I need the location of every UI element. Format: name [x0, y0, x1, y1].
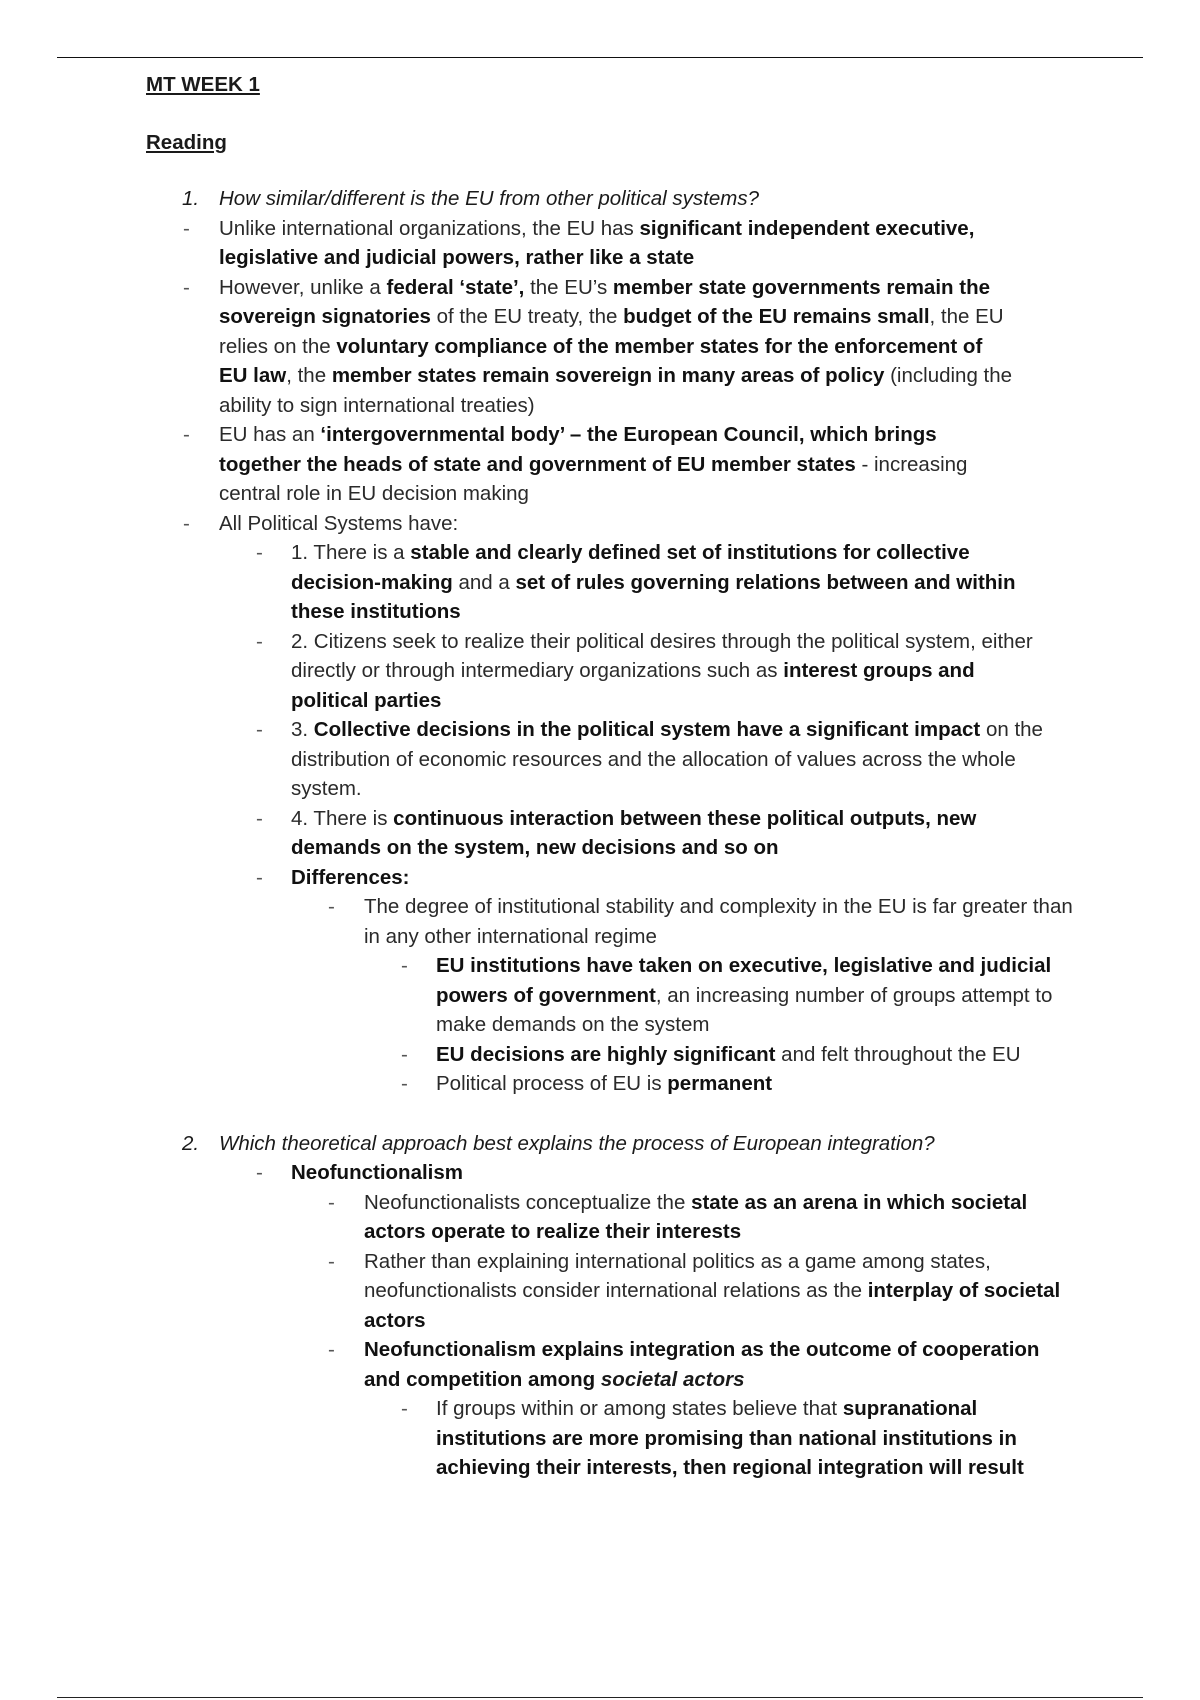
text-run: 2. Citizens seek to realize their political desires through the political system, either directly or through intermediary organizations such as: [291, 629, 1033, 682]
bullet-all-political-systems: [146, 509, 1014, 539]
bullet-state-as-arena: [146, 1188, 1074, 1247]
bottom-rule: [57, 1697, 1143, 1698]
dash-bullet: -: [256, 629, 263, 653]
dash-bullet: -: [183, 423, 190, 446]
bold-run: member states remain sovereign in many areas of policy: [331, 364, 885, 387]
bold-run: supranational institutions are more promising than national institutions in achieving their interests, then regional integration will result: [436, 1397, 1024, 1479]
bold-run: ‘intergovernmental body’ – the European Council, which brings together the heads of state and government of EU member states: [219, 423, 937, 476]
subbullet-2-citizens: [146, 627, 1046, 716]
text-run: Rather than explaining international politics as a game among states, neofunctionalists consider international relations as the: [364, 1249, 991, 1302]
dash-bullet: -: [328, 1338, 335, 1361]
dash-bullet: -: [183, 216, 190, 240]
top-rule: [57, 57, 1143, 58]
text-run: - increasing central role in EU decision making: [219, 452, 968, 505]
text-run: , the EU relies on the: [219, 305, 1004, 358]
subbullet-neofunctionalism: [146, 1158, 1046, 1188]
bold-run: significant independent executive, legislative and judicial powers, rather like a state: [219, 216, 975, 269]
dash-bullet: -: [256, 541, 263, 564]
dash-bullet: -: [328, 895, 335, 918]
question-1-number: 1.: [182, 187, 200, 210]
question-1-text: How similar/different is the EU from other political systems?: [219, 187, 760, 210]
bullet-intergovernmental-body: [146, 420, 1014, 509]
text-run: and felt throughout the EU: [775, 1042, 1021, 1066]
dash-bullet: -: [328, 1249, 335, 1273]
bullet-interplay-of-actors: [146, 1247, 1074, 1336]
document-body: [146, 70, 1076, 1483]
bold-run: permanent: [667, 1072, 773, 1095]
dash-bullet: -: [256, 865, 263, 889]
text-run: (including the ability to sign international treaties): [219, 364, 1013, 417]
text-run: Political process of EU is: [436, 1072, 668, 1095]
bold-run: continuous interaction between these political outputs, new demands on the system, new decisions and so on: [291, 806, 977, 859]
dash-bullet: -: [256, 806, 263, 830]
text-run: 4. There is: [291, 806, 394, 830]
subbullet-1-institutions: [146, 538, 1046, 627]
dash-bullet: -: [183, 511, 190, 535]
section-heading-reading: Reading: [146, 131, 227, 154]
dash-bullet: -: [328, 1190, 335, 1214]
bullet-integration-outcome: [146, 1335, 1074, 1394]
bold-italic-run: societal actors: [600, 1367, 745, 1391]
bold-run: Collective decisions in the political system have a significant impact: [313, 718, 981, 741]
question-2-number: 2.: [182, 1131, 200, 1155]
text-run: , the: [286, 364, 332, 387]
bold-run: Neofunctionalism: [291, 1161, 463, 1184]
dash-bullet: -: [401, 1397, 408, 1420]
bold-run: stable and clearly defined set of institutions for collective decision-making: [291, 541, 970, 594]
subbullet-differences: [146, 863, 1046, 893]
text-run: Neofunctionalists conceptualize the: [364, 1190, 692, 1214]
question-2: [146, 1129, 1076, 1159]
text-run: 1. There is a: [291, 541, 411, 564]
text-run: The degree of institutional stability and complexity in the EU is far greater than in any other international regime: [364, 895, 1073, 948]
document-title: MT WEEK 1: [146, 73, 260, 96]
text-run: the EU’s: [524, 275, 613, 299]
text-run: EU has an: [219, 423, 321, 446]
bold-run: EU institutions have taken on executive, legislative and judicial powers of government: [436, 954, 1052, 1007]
text-run: and a: [452, 570, 516, 594]
question-1: [146, 184, 1076, 214]
dash-bullet: -: [401, 1072, 408, 1095]
bold-run: state as an arena in which societal actors operate to realize their interests: [364, 1190, 1028, 1243]
bullet-political-process-permanent: [146, 1069, 1076, 1099]
text-run: Unlike international organizations, the EU has: [219, 216, 640, 240]
text-run: on the distribution of economic resources and the allocation of values across the whole system.: [291, 718, 1043, 800]
text-run: All Political Systems have:: [219, 511, 459, 535]
bullet-unlike-international-orgs: [146, 214, 1014, 273]
bold-run: federal ‘state’,: [386, 275, 525, 299]
bold-run: Neofunctionalism explains integration as the outcome of cooperation and competition among: [364, 1338, 1040, 1391]
bold-run: set of rules governing relations between and within these institutions: [291, 570, 1016, 623]
text-run: However, unlike a: [219, 275, 387, 299]
bold-run: member state governments remain the sovereign signatories: [219, 275, 990, 328]
bold-run: interest groups and political parties: [291, 659, 975, 712]
bold-run: EU decisions are highly significant: [436, 1042, 776, 1066]
question-2-text: Which theoretical approach best explains the process of European integration?: [219, 1131, 935, 1155]
dash-bullet: -: [256, 718, 263, 741]
bullet-eu-decisions-significant: [146, 1040, 1076, 1070]
bold-run: interplay of societal actors: [364, 1279, 1061, 1332]
bold-run: voluntary compliance of the member states for the enforcement of EU law: [219, 334, 983, 387]
text-run: of the EU treaty, the: [430, 305, 624, 328]
bullet-eu-institutions-powers: [146, 951, 1076, 1040]
text-run: 3.: [291, 718, 314, 741]
bullet-supranational-institutions: [146, 1394, 1086, 1483]
subbullet-3-collective-decisions: [146, 715, 1046, 804]
dash-bullet: -: [256, 1161, 263, 1184]
subbullet-4-continuous-interaction: [146, 804, 1046, 863]
text-run: If groups within or among states believe that: [436, 1397, 843, 1420]
bullet-institutional-stability: [146, 892, 1074, 951]
bold-run: Differences:: [291, 865, 410, 889]
dash-bullet: -: [183, 275, 190, 299]
dash-bullet: -: [401, 954, 408, 977]
dash-bullet: -: [401, 1042, 408, 1066]
text-run: , an increasing number of groups attempt to make demands on the system: [436, 983, 1053, 1036]
bold-run: budget of the EU remains small: [623, 305, 930, 328]
bullet-federal-state: [146, 273, 1014, 421]
